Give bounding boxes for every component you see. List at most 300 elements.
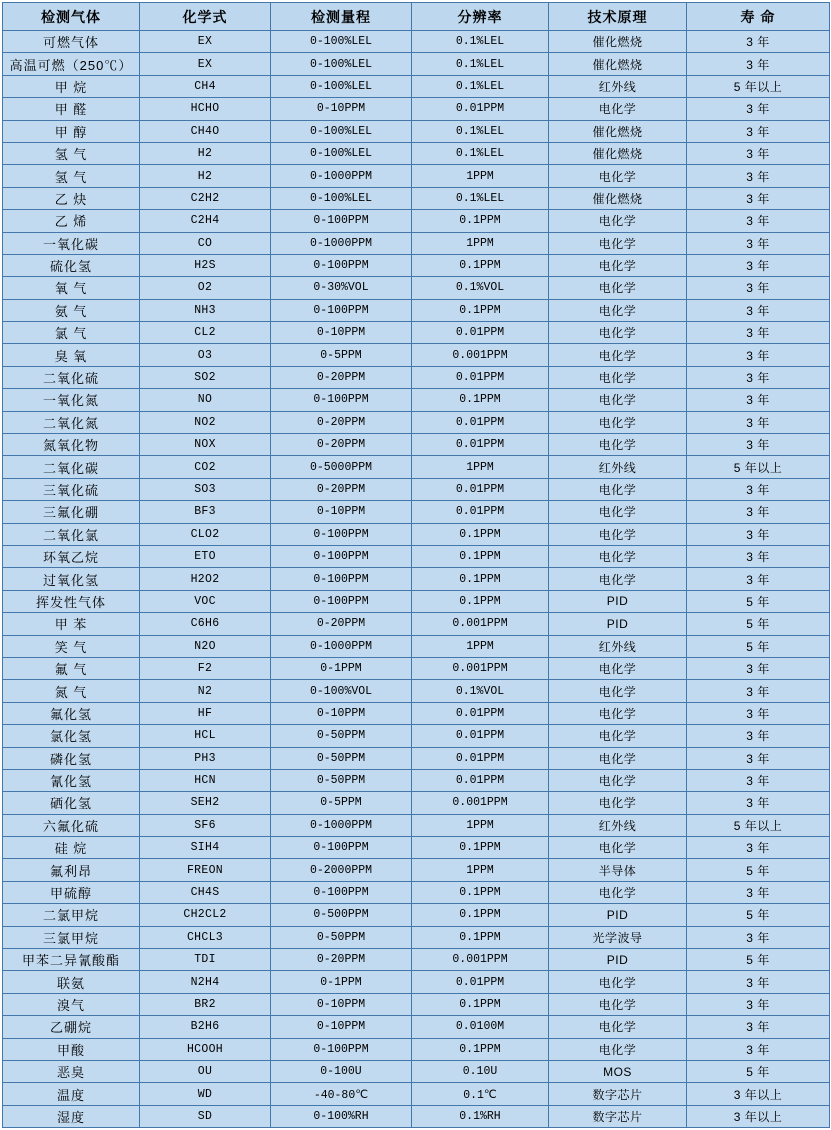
table-row	[3, 747, 830, 769]
cell-formula: H2	[140, 165, 271, 187]
cell-lifetime: 5 年以上	[687, 456, 830, 478]
cell-gas-name: 湿度	[3, 1105, 140, 1127]
cell-gas-name: 氮氧化物	[3, 434, 140, 456]
cell-technology: 电化学	[549, 523, 687, 545]
cell-gas-name: 乙 烯	[3, 210, 140, 232]
cell-formula: C6H6	[140, 613, 271, 635]
cell-resolution: 0.0100M	[412, 1016, 549, 1038]
cell-range: -40-80℃	[271, 1083, 412, 1105]
table-header	[3, 3, 830, 31]
cell-technology: 催化燃烧	[549, 31, 687, 53]
cell-resolution: 0.1PPM	[412, 993, 549, 1015]
table-row	[3, 635, 830, 657]
cell-resolution: 0.1%RH	[412, 1105, 549, 1127]
cell-formula: FREON	[140, 859, 271, 881]
cell-lifetime: 3 年	[687, 53, 830, 75]
cell-lifetime: 3 年	[687, 747, 830, 769]
cell-gas-name: 甲硫醇	[3, 881, 140, 903]
table-row	[3, 859, 830, 881]
cell-gas-name: 溴气	[3, 993, 140, 1015]
cell-gas-name: 三氟化硼	[3, 501, 140, 523]
cell-technology: 电化学	[549, 657, 687, 679]
column-header-resolution: 分辨率	[412, 3, 549, 31]
cell-range: 0-20PPM	[271, 613, 412, 635]
table-row	[3, 187, 830, 209]
table-row	[3, 545, 830, 567]
cell-range: 0-50PPM	[271, 769, 412, 791]
cell-technology: 电化学	[549, 434, 687, 456]
cell-lifetime: 3 年	[687, 971, 830, 993]
cell-lifetime: 3 年	[687, 322, 830, 344]
cell-resolution: 0.1%LEL	[412, 53, 549, 75]
cell-gas-name: 甲酸	[3, 1038, 140, 1060]
cell-resolution: 0.1%LEL	[412, 75, 549, 97]
cell-formula: CH2CL2	[140, 904, 271, 926]
cell-resolution: 1PPM	[412, 456, 549, 478]
cell-range: 0-10PPM	[271, 993, 412, 1015]
table-row	[3, 949, 830, 971]
column-header-gas: 检测气体	[3, 3, 140, 31]
cell-resolution: 0.1PPM	[412, 568, 549, 590]
cell-range: 0-50PPM	[271, 747, 412, 769]
cell-gas-name: 二氧化氯	[3, 523, 140, 545]
cell-range: 0-1PPM	[271, 657, 412, 679]
cell-formula: H2	[140, 142, 271, 164]
cell-lifetime: 3 年	[687, 725, 830, 747]
cell-lifetime: 3 年	[687, 165, 830, 187]
table-row	[3, 98, 830, 120]
cell-lifetime: 3 年	[687, 277, 830, 299]
cell-resolution: 0.01PPM	[412, 98, 549, 120]
table-row	[3, 814, 830, 836]
cell-technology: 电化学	[549, 1016, 687, 1038]
table-row	[3, 1016, 830, 1038]
cell-range: 0-1000PPM	[271, 232, 412, 254]
cell-gas-name: 硅 烷	[3, 837, 140, 859]
cell-lifetime: 3 年	[687, 232, 830, 254]
cell-resolution: 1PPM	[412, 859, 549, 881]
cell-gas-name: 一氧化碳	[3, 232, 140, 254]
cell-resolution: 0.1PPM	[412, 389, 549, 411]
cell-technology: 光学波导	[549, 926, 687, 948]
cell-resolution: 0.001PPM	[412, 613, 549, 635]
cell-range: 0-30%VOL	[271, 277, 412, 299]
cell-formula: CL2	[140, 322, 271, 344]
cell-gas-name: 硫化氢	[3, 254, 140, 276]
cell-lifetime: 5 年以上	[687, 814, 830, 836]
table-row	[3, 613, 830, 635]
cell-formula: BR2	[140, 993, 271, 1015]
cell-formula: EX	[140, 31, 271, 53]
cell-resolution: 0.01PPM	[412, 501, 549, 523]
cell-range: 0-10PPM	[271, 1016, 412, 1038]
table-row	[3, 411, 830, 433]
cell-lifetime: 3 年	[687, 254, 830, 276]
cell-resolution: 0.1PPM	[412, 254, 549, 276]
cell-resolution: 0.01PPM	[412, 434, 549, 456]
table-row	[3, 657, 830, 679]
cell-lifetime: 5 年	[687, 904, 830, 926]
column-header-range: 检测量程	[271, 3, 412, 31]
cell-formula: SF6	[140, 814, 271, 836]
cell-gas-name: 氯化氢	[3, 725, 140, 747]
cell-gas-name: 甲 烷	[3, 75, 140, 97]
table-row	[3, 344, 830, 366]
cell-lifetime: 3 年	[687, 344, 830, 366]
cell-resolution: 0.001PPM	[412, 344, 549, 366]
cell-technology: 催化燃烧	[549, 142, 687, 164]
cell-resolution: 1PPM	[412, 232, 549, 254]
table-row	[3, 926, 830, 948]
cell-lifetime: 3 年	[687, 411, 830, 433]
cell-formula: NOX	[140, 434, 271, 456]
cell-lifetime: 3 年	[687, 657, 830, 679]
cell-technology: 电化学	[549, 837, 687, 859]
cell-technology: 电化学	[549, 98, 687, 120]
cell-technology: 电化学	[549, 254, 687, 276]
cell-resolution: 0.1%VOL	[412, 680, 549, 702]
cell-resolution: 0.1℃	[412, 1083, 549, 1105]
cell-technology: 催化燃烧	[549, 120, 687, 142]
cell-lifetime: 3 年	[687, 680, 830, 702]
cell-resolution: 0.1%LEL	[412, 142, 549, 164]
table-row	[3, 322, 830, 344]
cell-lifetime: 5 年	[687, 859, 830, 881]
cell-gas-name: 联氨	[3, 971, 140, 993]
cell-formula: CHCL3	[140, 926, 271, 948]
cell-range: 0-100%LEL	[271, 120, 412, 142]
cell-range: 0-100%LEL	[271, 31, 412, 53]
column-header-technology: 技术原理	[549, 3, 687, 31]
table-row	[3, 769, 830, 791]
cell-resolution: 0.001PPM	[412, 949, 549, 971]
cell-formula: VOC	[140, 590, 271, 612]
cell-lifetime: 5 年以上	[687, 75, 830, 97]
cell-formula: C2H2	[140, 187, 271, 209]
table-row	[3, 299, 830, 321]
cell-range: 0-50PPM	[271, 926, 412, 948]
table-row	[3, 31, 830, 53]
cell-formula: H2S	[140, 254, 271, 276]
cell-lifetime: 3 年	[687, 299, 830, 321]
cell-gas-name: 氨 气	[3, 299, 140, 321]
cell-gas-name: 臭 氧	[3, 344, 140, 366]
cell-resolution: 0.1PPM	[412, 837, 549, 859]
cell-range: 0-100PPM	[271, 568, 412, 590]
cell-formula: TDI	[140, 949, 271, 971]
cell-resolution: 0.01PPM	[412, 747, 549, 769]
cell-technology: 电化学	[549, 322, 687, 344]
cell-resolution: 0.001PPM	[412, 792, 549, 814]
table-row	[3, 904, 830, 926]
cell-gas-name: 挥发性气体	[3, 590, 140, 612]
cell-gas-name: 氢 气	[3, 165, 140, 187]
table-row	[3, 232, 830, 254]
cell-range: 0-100PPM	[271, 837, 412, 859]
cell-resolution: 1PPM	[412, 635, 549, 657]
table-row	[3, 254, 830, 276]
cell-formula: OU	[140, 1060, 271, 1082]
cell-formula: SO2	[140, 366, 271, 388]
cell-technology: 电化学	[549, 792, 687, 814]
cell-lifetime: 3 年以上	[687, 1083, 830, 1105]
cell-range: 0-100PPM	[271, 881, 412, 903]
cell-range: 0-100%RH	[271, 1105, 412, 1127]
gas-detection-table	[2, 2, 830, 1128]
cell-formula: B2H6	[140, 1016, 271, 1038]
column-header-formula: 化学式	[140, 3, 271, 31]
cell-lifetime: 3 年	[687, 837, 830, 859]
cell-technology: 电化学	[549, 769, 687, 791]
cell-gas-name: 氢 气	[3, 142, 140, 164]
cell-resolution: 0.1PPM	[412, 523, 549, 545]
cell-gas-name: 恶臭	[3, 1060, 140, 1082]
cell-formula: SO3	[140, 478, 271, 500]
cell-gas-name: 二氧化氮	[3, 411, 140, 433]
table-row	[3, 881, 830, 903]
cell-range: 0-5PPM	[271, 344, 412, 366]
cell-technology: 电化学	[549, 411, 687, 433]
cell-technology: 红外线	[549, 635, 687, 657]
cell-formula: HCOOH	[140, 1038, 271, 1060]
table-row	[3, 523, 830, 545]
cell-range: 0-100%VOL	[271, 680, 412, 702]
cell-range: 0-20PPM	[271, 366, 412, 388]
cell-formula: WD	[140, 1083, 271, 1105]
cell-formula: C2H4	[140, 210, 271, 232]
cell-gas-name: 甲 醛	[3, 98, 140, 120]
cell-lifetime: 3 年	[687, 1016, 830, 1038]
cell-technology: 数字芯片	[549, 1105, 687, 1127]
cell-formula: O2	[140, 277, 271, 299]
cell-formula: HCL	[140, 725, 271, 747]
cell-resolution: 0.01PPM	[412, 322, 549, 344]
cell-lifetime: 3 年	[687, 792, 830, 814]
cell-gas-name: 氟利昂	[3, 859, 140, 881]
cell-resolution: 0.1%LEL	[412, 31, 549, 53]
cell-resolution: 0.01PPM	[412, 769, 549, 791]
cell-gas-name: 环氧乙烷	[3, 545, 140, 567]
cell-lifetime: 5 年	[687, 1060, 830, 1082]
cell-formula: CO	[140, 232, 271, 254]
cell-range: 0-100%LEL	[271, 142, 412, 164]
cell-technology: 电化学	[549, 971, 687, 993]
table-row	[3, 568, 830, 590]
table-row	[3, 75, 830, 97]
cell-gas-name: 甲 苯	[3, 613, 140, 635]
cell-gas-name: 氟化氢	[3, 702, 140, 724]
cell-range: 0-10PPM	[271, 501, 412, 523]
cell-gas-name: 三氧化硫	[3, 478, 140, 500]
cell-technology: 红外线	[549, 814, 687, 836]
cell-resolution: 0.01PPM	[412, 478, 549, 500]
table-row	[3, 120, 830, 142]
cell-formula: BF3	[140, 501, 271, 523]
cell-formula: N2	[140, 680, 271, 702]
cell-resolution: 0.1PPM	[412, 926, 549, 948]
cell-formula: CH4	[140, 75, 271, 97]
table-row	[3, 1105, 830, 1127]
cell-lifetime: 3 年以上	[687, 1105, 830, 1127]
table-row	[3, 456, 830, 478]
cell-technology: 电化学	[549, 501, 687, 523]
cell-formula: ETO	[140, 545, 271, 567]
cell-technology: 电化学	[549, 344, 687, 366]
table-row	[3, 792, 830, 814]
column-header-lifetime: 寿 命	[687, 3, 830, 31]
cell-lifetime: 3 年	[687, 98, 830, 120]
cell-formula: CH4O	[140, 120, 271, 142]
table-row	[3, 366, 830, 388]
cell-lifetime: 3 年	[687, 523, 830, 545]
cell-range: 0-100PPM	[271, 254, 412, 276]
cell-gas-name: 笑 气	[3, 635, 140, 657]
cell-technology: 电化学	[549, 702, 687, 724]
table-row	[3, 1083, 830, 1105]
table-header-row	[3, 3, 830, 31]
cell-resolution: 1PPM	[412, 165, 549, 187]
cell-technology: 电化学	[549, 993, 687, 1015]
cell-gas-name: 乙硼烷	[3, 1016, 140, 1038]
cell-formula: N2O	[140, 635, 271, 657]
cell-gas-name: 过氧化氢	[3, 568, 140, 590]
cell-range: 0-20PPM	[271, 434, 412, 456]
cell-resolution: 0.1PPM	[412, 590, 549, 612]
cell-formula: H2O2	[140, 568, 271, 590]
cell-technology: MOS	[549, 1060, 687, 1082]
table-row	[3, 590, 830, 612]
cell-gas-name: 氰化氢	[3, 769, 140, 791]
cell-range: 0-5PPM	[271, 792, 412, 814]
cell-technology: 电化学	[549, 165, 687, 187]
cell-range: 0-100PPM	[271, 590, 412, 612]
cell-resolution: 0.1%VOL	[412, 277, 549, 299]
cell-range: 0-10PPM	[271, 702, 412, 724]
table-row	[3, 501, 830, 523]
cell-technology: 电化学	[549, 277, 687, 299]
cell-formula: HCHO	[140, 98, 271, 120]
table-row	[3, 1060, 830, 1082]
table-row	[3, 434, 830, 456]
cell-gas-name: 二氧化碳	[3, 456, 140, 478]
cell-technology: 电化学	[549, 366, 687, 388]
cell-range: 0-100PPM	[271, 299, 412, 321]
cell-formula: HCN	[140, 769, 271, 791]
cell-formula: CH4S	[140, 881, 271, 903]
cell-resolution: 0.1%LEL	[412, 187, 549, 209]
table-row	[3, 389, 830, 411]
table-row	[3, 53, 830, 75]
cell-technology: 电化学	[549, 232, 687, 254]
cell-technology: 电化学	[549, 680, 687, 702]
cell-gas-name: 磷化氢	[3, 747, 140, 769]
cell-gas-name: 三氯甲烷	[3, 926, 140, 948]
cell-resolution: 0.10U	[412, 1060, 549, 1082]
cell-lifetime: 3 年	[687, 478, 830, 500]
cell-gas-name: 温度	[3, 1083, 140, 1105]
cell-technology: 电化学	[549, 1038, 687, 1060]
cell-range: 0-100%LEL	[271, 187, 412, 209]
cell-formula: SD	[140, 1105, 271, 1127]
cell-resolution: 0.1PPM	[412, 545, 549, 567]
cell-resolution: 0.1PPM	[412, 299, 549, 321]
cell-gas-name: 六氟化硫	[3, 814, 140, 836]
cell-range: 0-20PPM	[271, 478, 412, 500]
cell-technology: 电化学	[549, 210, 687, 232]
cell-gas-name: 氧 气	[3, 277, 140, 299]
cell-resolution: 0.1PPM	[412, 1038, 549, 1060]
cell-range: 0-100PPM	[271, 389, 412, 411]
cell-formula: SIH4	[140, 837, 271, 859]
cell-formula: NH3	[140, 299, 271, 321]
cell-lifetime: 3 年	[687, 434, 830, 456]
cell-gas-name: 二氯甲烷	[3, 904, 140, 926]
table-row	[3, 837, 830, 859]
cell-lifetime: 5 年	[687, 613, 830, 635]
cell-formula: NO	[140, 389, 271, 411]
cell-formula: NO2	[140, 411, 271, 433]
cell-range: 0-10PPM	[271, 98, 412, 120]
cell-range: 0-100PPM	[271, 545, 412, 567]
cell-resolution: 0.01PPM	[412, 971, 549, 993]
cell-formula: F2	[140, 657, 271, 679]
cell-range: 0-5000PPM	[271, 456, 412, 478]
cell-technology: 电化学	[549, 881, 687, 903]
cell-technology: PID	[549, 613, 687, 635]
table-row	[3, 725, 830, 747]
table-row	[3, 1038, 830, 1060]
cell-lifetime: 3 年	[687, 926, 830, 948]
cell-technology: PID	[549, 949, 687, 971]
cell-resolution: 0.01PPM	[412, 366, 549, 388]
cell-gas-name: 硒化氢	[3, 792, 140, 814]
cell-lifetime: 3 年	[687, 501, 830, 523]
cell-gas-name: 甲 醇	[3, 120, 140, 142]
cell-lifetime: 5 年	[687, 635, 830, 657]
cell-range: 0-1000PPM	[271, 814, 412, 836]
cell-range: 0-10PPM	[271, 322, 412, 344]
cell-technology: 电化学	[549, 725, 687, 747]
cell-resolution: 0.1PPM	[412, 881, 549, 903]
cell-resolution: 0.01PPM	[412, 725, 549, 747]
cell-lifetime: 3 年	[687, 142, 830, 164]
cell-technology: 电化学	[549, 545, 687, 567]
cell-gas-name: 氮 气	[3, 680, 140, 702]
cell-lifetime: 3 年	[687, 187, 830, 209]
cell-gas-name: 高温可燃（250℃）	[3, 53, 140, 75]
cell-technology: 半导体	[549, 859, 687, 881]
cell-formula: O3	[140, 344, 271, 366]
table-row	[3, 277, 830, 299]
table-row	[3, 971, 830, 993]
table-row	[3, 210, 830, 232]
cell-range: 0-500PPM	[271, 904, 412, 926]
cell-lifetime: 3 年	[687, 31, 830, 53]
cell-lifetime: 3 年	[687, 210, 830, 232]
cell-lifetime: 3 年	[687, 389, 830, 411]
cell-range: 0-100PPM	[271, 1038, 412, 1060]
cell-formula: PH3	[140, 747, 271, 769]
cell-range: 0-100PPM	[271, 210, 412, 232]
cell-range: 0-100PPM	[271, 523, 412, 545]
cell-technology: 催化燃烧	[549, 53, 687, 75]
table-row	[3, 478, 830, 500]
cell-range: 0-1000PPM	[271, 165, 412, 187]
cell-lifetime: 3 年	[687, 1038, 830, 1060]
cell-resolution: 0.1%LEL	[412, 120, 549, 142]
cell-resolution: 1PPM	[412, 814, 549, 836]
cell-resolution: 0.1PPM	[412, 904, 549, 926]
